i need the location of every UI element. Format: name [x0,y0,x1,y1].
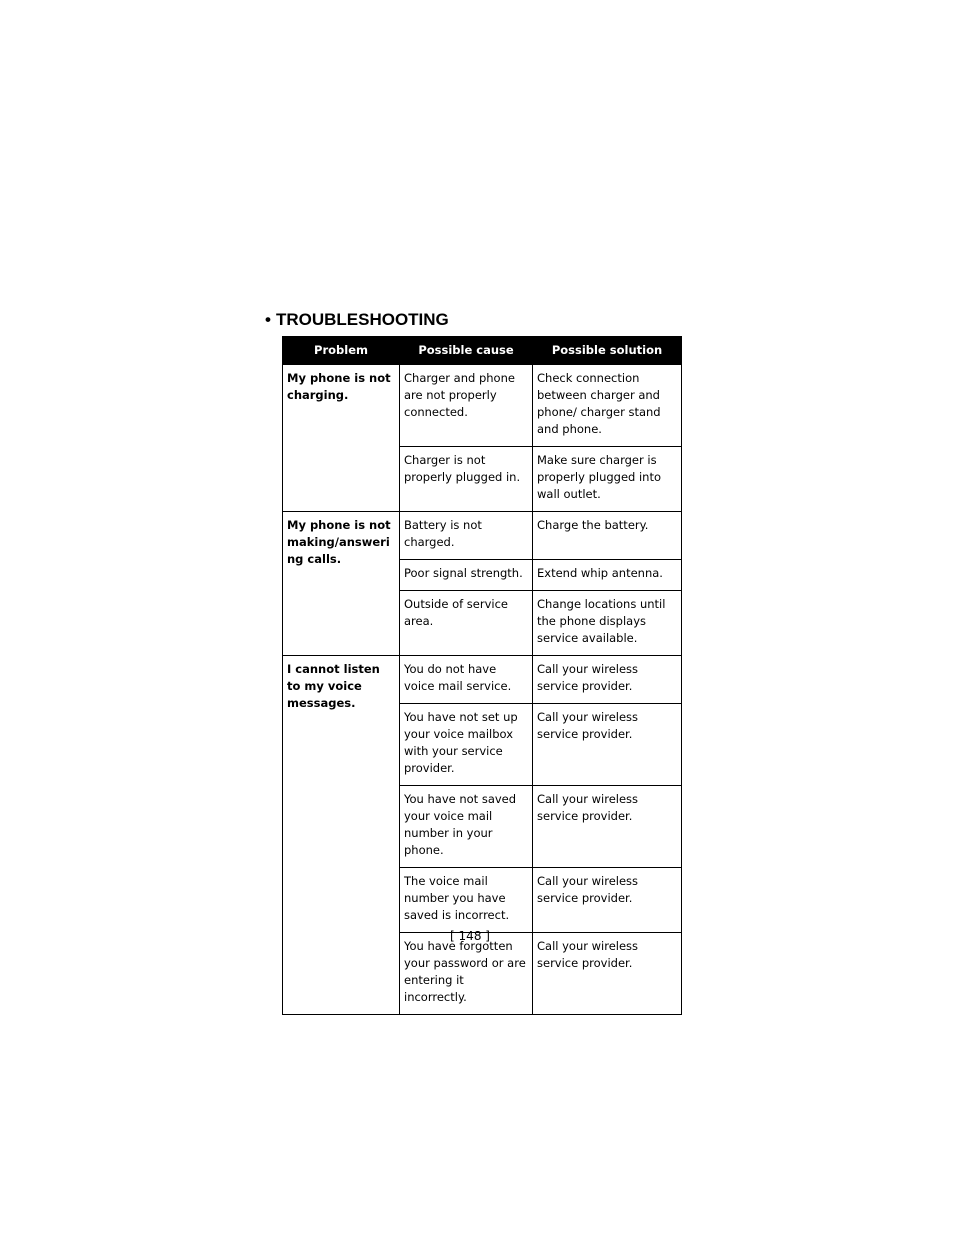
page-number: [ 148 ] [450,929,490,943]
problem-cell: I cannot listen to my voice messages. [283,656,400,1015]
header-possible-cause: Possible cause [400,337,533,365]
table-row [283,512,682,560]
cause-cell: You do not have voice mail service. [400,656,533,704]
header-possible-solution: Possible solution [533,337,682,365]
solution-cell: Call your wireless service provider. [533,868,682,933]
cause-cell: Charger and phone are not properly connected. [400,365,533,447]
cause-cell: You have forgotten your password or are entering it incorrectly. [400,933,533,1015]
solution-cell: Check connection between charger and phone/ charger stand and phone. [533,365,682,447]
table-header-row [283,337,682,365]
bullet-icon: • [265,310,271,329]
section-title-text: TROUBLESHOOTING [275,310,449,329]
cause-cell: Poor signal strength. [400,560,533,591]
solution-cell: Charge the battery. [533,512,682,560]
solution-cell: Make sure charger is properly plugged into wall outlet. [533,447,682,512]
cause-cell: The voice mail number you have saved is incorrect. [400,868,533,933]
cause-cell: Battery is not charged. [400,512,533,560]
solution-cell: Extend whip antenna. [533,560,682,591]
cause-cell: Outside of service area. [400,591,533,656]
solution-cell: Call your wireless service provider. [533,704,682,786]
solution-cell: Call your wireless service provider. [533,786,682,868]
problem-cell: My phone is not charging. [283,365,400,512]
table-row [283,365,682,447]
problem-cell: My phone is not making/answering calls. [283,512,400,656]
section-title [265,310,449,330]
solution-cell: Call your wireless service provider. [533,656,682,704]
solution-cell: Call your wireless service provider. [533,933,682,1015]
cause-cell: You have not saved your voice mail number in your phone. [400,786,533,868]
cause-cell: You have not set up your voice mailbox with your service provider. [400,704,533,786]
table-row [283,656,682,704]
header-problem: Problem [283,337,400,365]
cause-cell: Charger is not properly plugged in. [400,447,533,512]
troubleshooting-table [282,336,682,1015]
solution-cell: Change locations until the phone displays service available. [533,591,682,656]
